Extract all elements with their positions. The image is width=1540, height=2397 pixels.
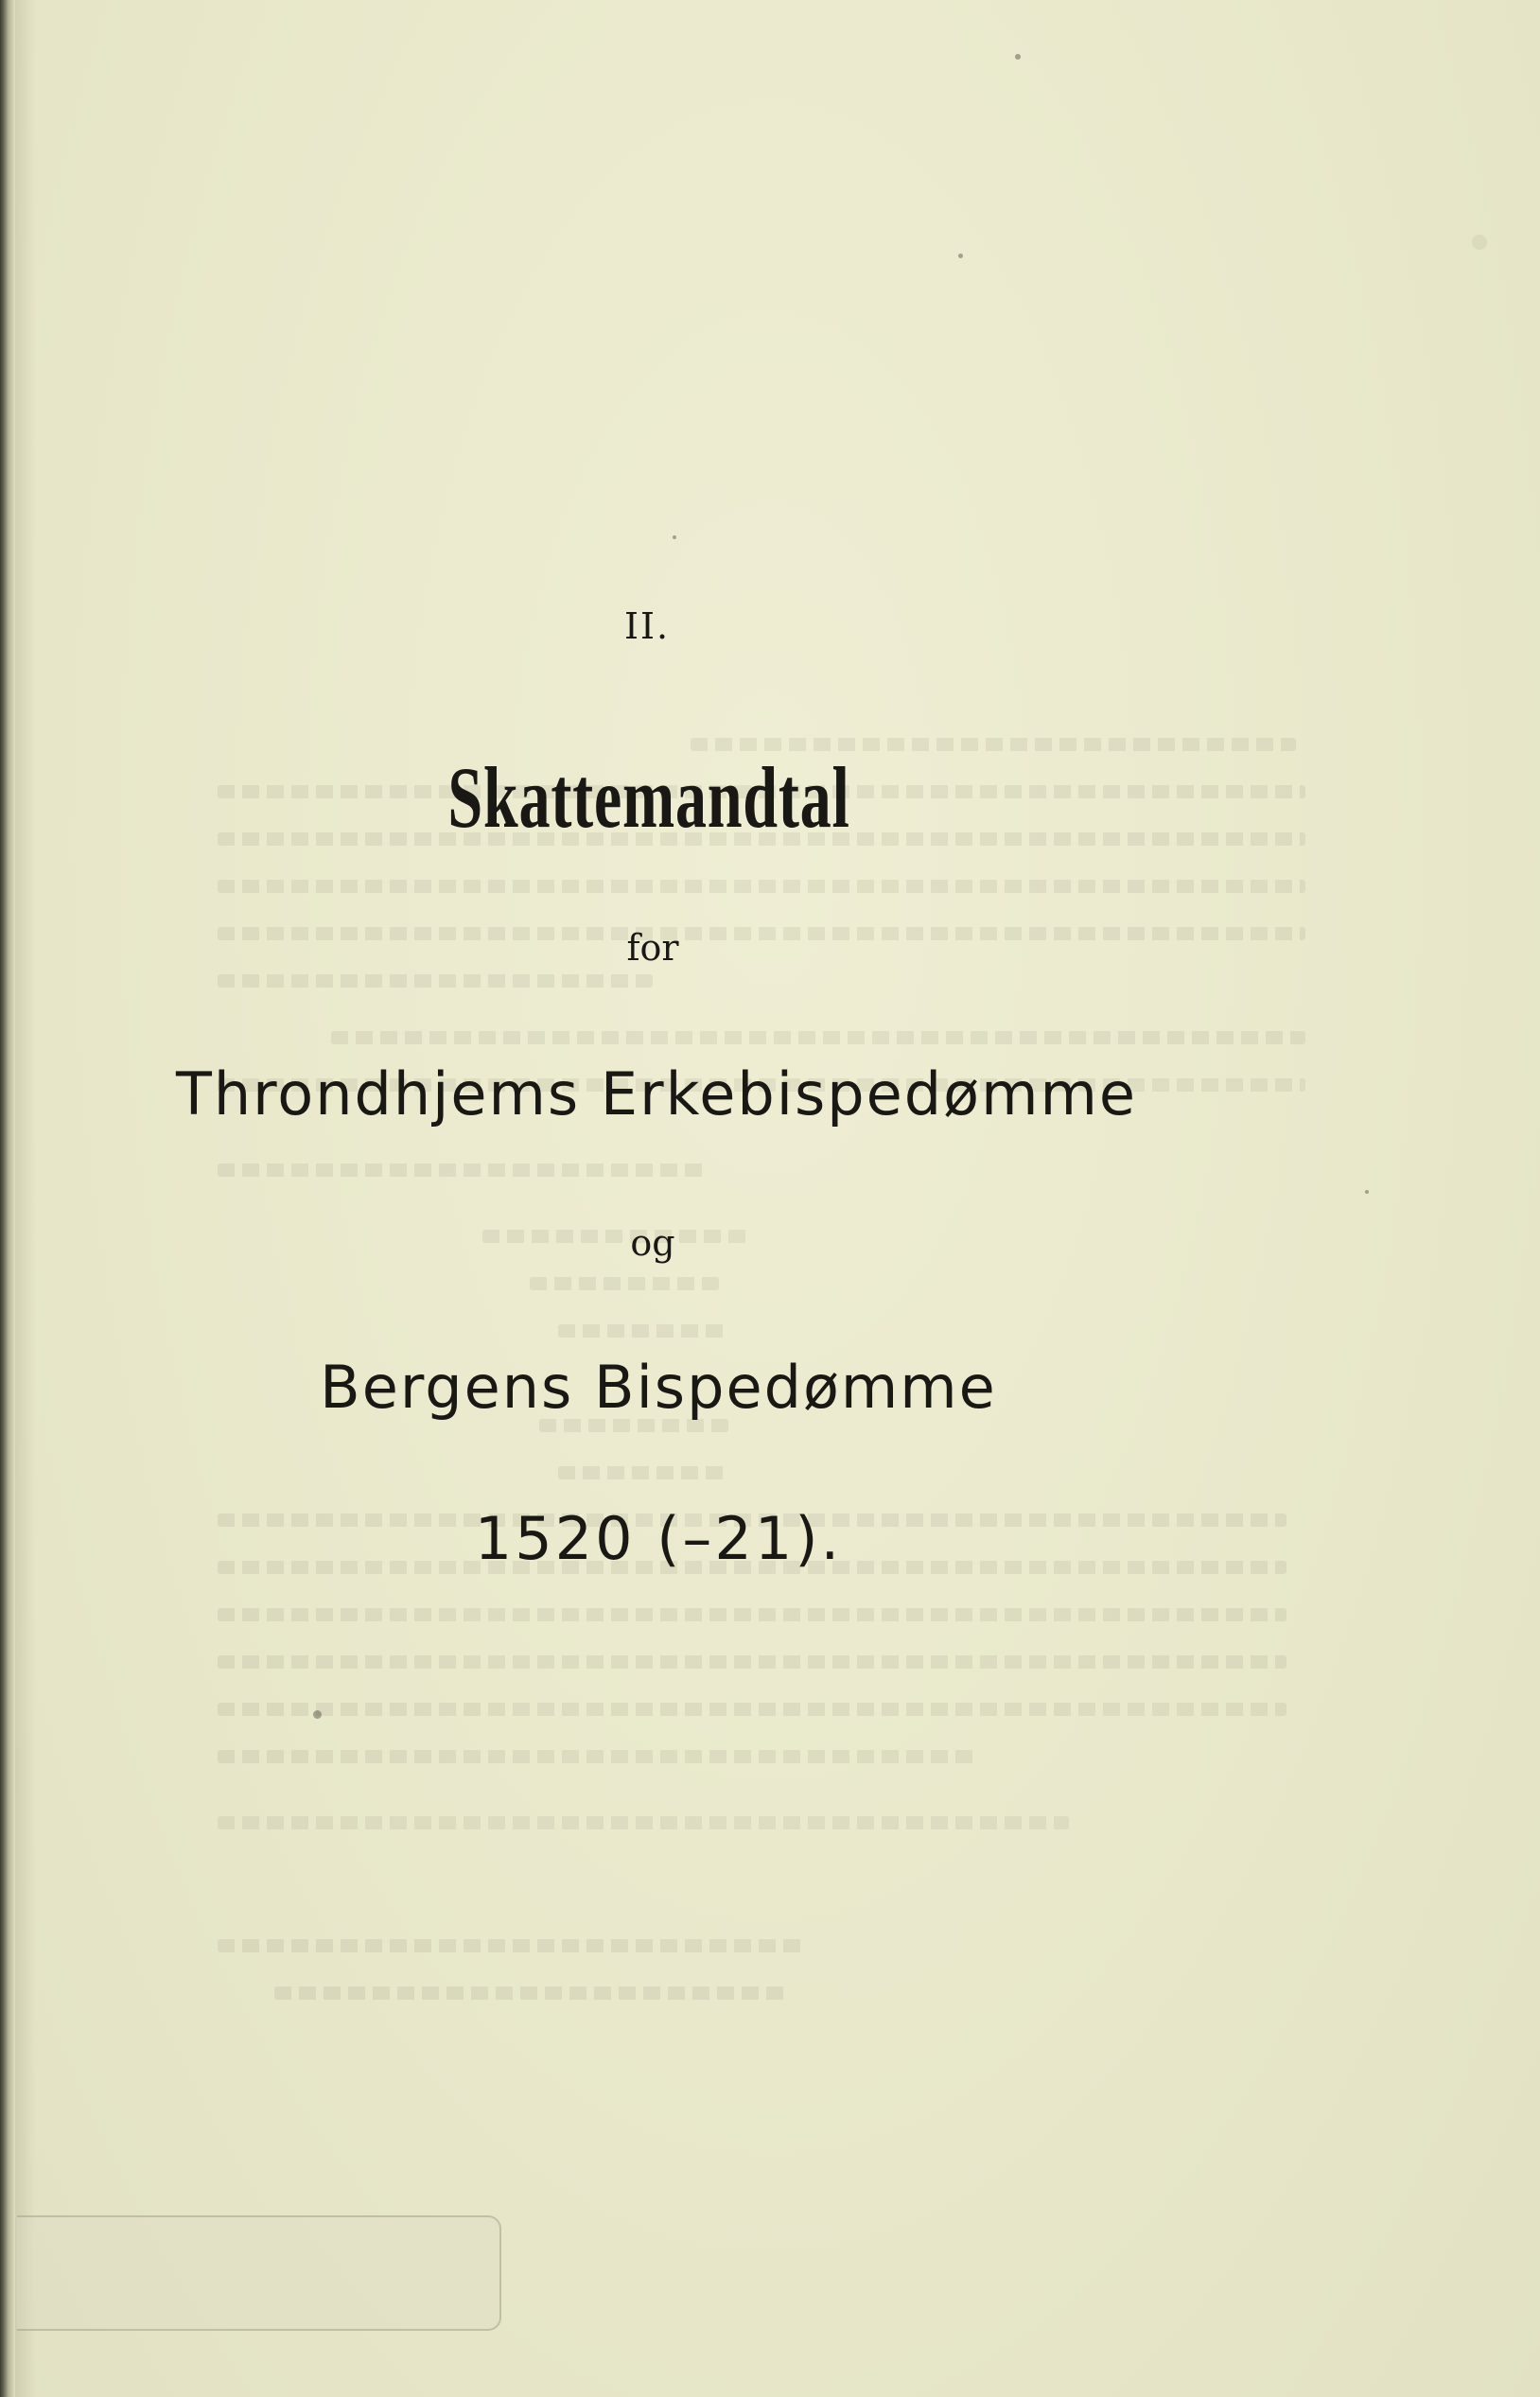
connector-for: for: [626, 927, 679, 969]
connector-and: og: [630, 1222, 675, 1264]
paper-speck: [1472, 235, 1487, 250]
binding-edge: [0, 0, 15, 2397]
paper-speck: [673, 535, 676, 539]
paper-speck: [313, 1710, 322, 1719]
paper-speck: [1365, 1190, 1369, 1194]
page-title: Skattemandtal: [447, 749, 850, 846]
binding-shadow: [15, 0, 36, 2397]
diocese-bergen: Bergens Bispedømme: [320, 1353, 997, 1422]
paper-speck: [958, 254, 963, 258]
section-number: II.: [623, 605, 671, 647]
library-label-tab: [17, 2215, 501, 2331]
paper-speck: [1015, 54, 1021, 60]
diocese-trondheim: Throndhjems Erkebispedømme: [175, 1059, 1138, 1129]
year-range: 1520 (–21).: [474, 1504, 843, 1573]
